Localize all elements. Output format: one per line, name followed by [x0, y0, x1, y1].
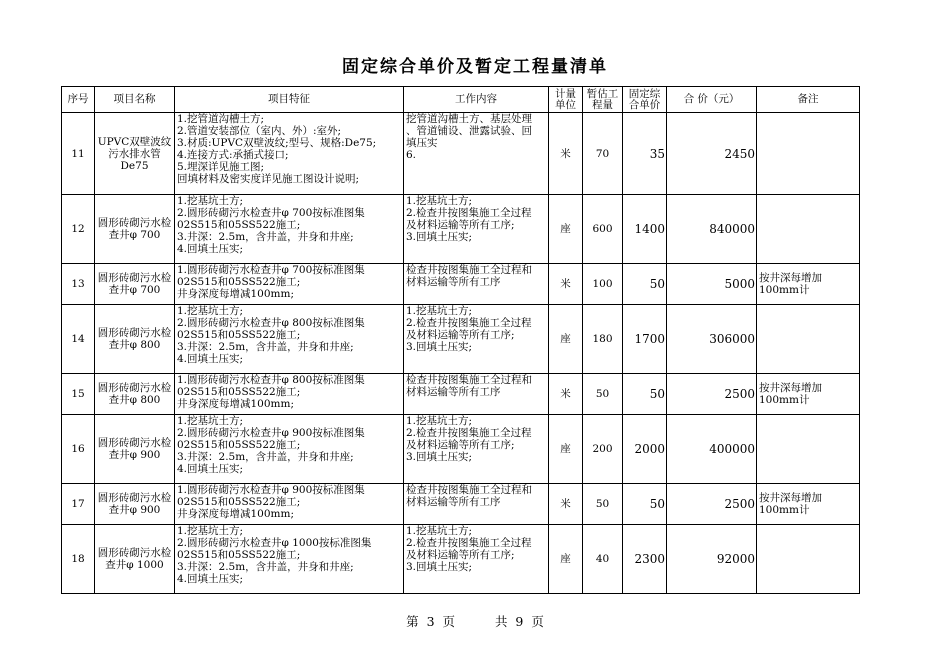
work-line: 2.检查井按图集施工全过程 [406, 537, 532, 549]
cell-feature [175, 305, 404, 374]
feature-line: 02S515和05SS522施工; [177, 329, 301, 341]
cell-unit: 米 [549, 374, 583, 415]
feature-line: 1.挖基坑土方; [177, 525, 244, 537]
work-line: 材料运输等所有工序 [406, 386, 501, 398]
cell-unit: 米 [549, 264, 583, 305]
cell-unit: 座 [549, 415, 583, 484]
cell-price: 2000 [623, 415, 667, 484]
work-line: 2.检查井按图集施工全过程 [406, 427, 532, 439]
cell-name: 圆形砖砌污水检查井φ 800 [95, 374, 175, 415]
work-line: 检查井按图集施工全过程和 [406, 484, 532, 496]
col-header-work: 工作内容 [404, 87, 549, 113]
feature-line: 02S515和05SS522施工; [177, 219, 301, 231]
cell-name: 圆形砖砌污水检查井φ 900 [95, 415, 175, 484]
cell-remark [757, 305, 860, 374]
work-line: 1.挖基坑土方; [406, 305, 473, 317]
cell-name: 圆形砖砌污水检查井φ 900 [95, 484, 175, 525]
cell-seq: 18 [62, 525, 95, 594]
cell-unit: 座 [549, 305, 583, 374]
col-header-seq: 序号 [62, 87, 95, 113]
cell-qty: 40 [583, 525, 623, 594]
cell-qty: 600 [583, 195, 623, 264]
cell-price: 50 [623, 264, 667, 305]
cell-name: 圆形砖砌污水检查井φ 1000 [95, 525, 175, 594]
cell-seq: 15 [62, 374, 95, 415]
cell-seq: 12 [62, 195, 95, 264]
work-line: 挖管道沟槽土方、基层处理 [406, 113, 532, 125]
cell-total: 306000 [667, 305, 757, 374]
feature-line: 3.井深：2.5m，含井盖，井身和井座; [177, 451, 354, 463]
cell-name: 圆形砖砌污水检查井φ 700 [95, 264, 175, 305]
cell-unit: 米 [549, 113, 583, 195]
feature-line: 4.回填土压实; [177, 463, 244, 475]
cell-total: 2450 [667, 113, 757, 195]
work-line: 、管道铺设、泄露试验、回 [406, 125, 532, 137]
cell-total: 2500 [667, 374, 757, 415]
cell-name: 圆形砖砌污水检查井φ 700 [95, 195, 175, 264]
col-header-unit: 计量单位 [549, 87, 583, 113]
table-row [62, 195, 860, 264]
cell-seq: 14 [62, 305, 95, 374]
table-row [62, 113, 860, 195]
cell-feature [175, 525, 404, 594]
cell-feature [175, 195, 404, 264]
cell-qty: 200 [583, 415, 623, 484]
bill-table [61, 86, 860, 594]
header-row [62, 87, 860, 113]
cell-feature [175, 374, 404, 415]
work-line: 1.挖基坑土方; [406, 525, 473, 537]
feature-line: 02S515和05SS522施工; [177, 439, 301, 451]
cell-work [404, 415, 549, 484]
feature-line: 4.回填土压实; [177, 243, 244, 255]
cell-qty: 50 [583, 374, 623, 415]
cell-qty: 100 [583, 264, 623, 305]
feature-line: 3.材质:UPVC双壁波纹;型号、规格:De75; [177, 137, 377, 149]
feature-line: 1.圆形砖砌污水检查井φ 800按标准图集 [177, 374, 365, 386]
cell-seq: 16 [62, 415, 95, 484]
cell-work [404, 113, 549, 195]
cell-unit: 座 [549, 525, 583, 594]
cell-remark: 按井深每增加100mm计 [757, 264, 860, 305]
feature-line: 1.圆形砖砌污水检查井φ 700按标准图集 [177, 264, 365, 276]
cell-seq: 17 [62, 484, 95, 525]
work-line: 6. [406, 149, 417, 161]
cell-work [404, 195, 549, 264]
feature-line: 2.圆形砖砌污水检查井φ 800按标准图集 [177, 317, 365, 329]
cell-total: 5000 [667, 264, 757, 305]
page-count: 共 9 页 [494, 614, 544, 629]
table-row [62, 415, 860, 484]
page-number: 第 3 页 [406, 614, 456, 629]
feature-line: 1.挖基坑土方; [177, 415, 244, 427]
feature-line: 3.井深：2.5m，含井盖，井身和井座; [177, 341, 354, 353]
feature-line: 4.回填土压实; [177, 353, 244, 365]
work-line: 2.检查井按图集施工全过程 [406, 207, 532, 219]
cell-name: 圆形砖砌污水检查井φ 800 [95, 305, 175, 374]
feature-line: 井身深度每增减100mm; [177, 288, 294, 300]
cell-seq: 11 [62, 113, 95, 195]
col-header-price: 固定综合单价 [623, 87, 667, 113]
table-row [62, 374, 860, 415]
col-header-remark: 备注 [757, 87, 860, 113]
feature-line: 02S515和05SS522施工; [177, 386, 301, 398]
table-row [62, 264, 860, 305]
work-line: 及材料运输等所有工序; [406, 329, 515, 341]
feature-line: 2.管道安装部位（室内、外）:室外; [177, 125, 342, 137]
cell-feature [175, 113, 404, 195]
page-title: 固定综合单价及暂定工程量清单 [342, 57, 608, 77]
work-line: 材料运输等所有工序 [406, 276, 501, 288]
cell-remark [757, 525, 860, 594]
work-line: 检查井按图集施工全过程和 [406, 374, 532, 386]
feature-line: 1.圆形砖砌污水检查井φ 900按标准图集 [177, 484, 365, 496]
cell-work [404, 264, 549, 305]
work-line: 3.回填土压实; [406, 561, 473, 573]
feature-line: 2.圆形砖砌污水检查井φ 700按标准图集 [177, 207, 365, 219]
cell-feature [175, 264, 404, 305]
col-header-qty: 暂估工程量 [583, 87, 623, 113]
cell-remark [757, 415, 860, 484]
feature-line: 02S515和05SS522施工; [177, 276, 301, 288]
cell-price: 1400 [623, 195, 667, 264]
cell-total: 400000 [667, 415, 757, 484]
cell-total: 92000 [667, 525, 757, 594]
work-line: 2.检查井按图集施工全过程 [406, 317, 532, 329]
cell-work [404, 525, 549, 594]
cell-unit: 座 [549, 195, 583, 264]
col-header-feature: 项目特征 [175, 87, 404, 113]
cell-remark: 按井深每增加100mm计 [757, 374, 860, 415]
cell-qty: 70 [583, 113, 623, 195]
work-line: 及材料运输等所有工序; [406, 219, 515, 231]
cell-price: 1700 [623, 305, 667, 374]
feature-line: 井身深度每增减100mm; [177, 508, 294, 520]
cell-qty: 50 [583, 484, 623, 525]
feature-line: 1.挖管道沟槽土方; [177, 113, 265, 125]
cell-feature [175, 415, 404, 484]
cell-seq: 13 [62, 264, 95, 305]
feature-line: 井身深度每增减100mm; [177, 398, 294, 410]
feature-line: 3.井深：2.5m，含井盖，井身和井座; [177, 231, 354, 243]
cell-remark [757, 195, 860, 264]
table-row [62, 525, 860, 594]
cell-price: 2300 [623, 525, 667, 594]
cell-remark [757, 113, 860, 195]
feature-line: 02S515和05SS522施工; [177, 496, 301, 508]
feature-line: 1.挖基坑土方; [177, 305, 244, 317]
table-row [62, 305, 860, 374]
cell-unit: 米 [549, 484, 583, 525]
feature-line: 2.圆形砖砌污水检查井φ 900按标准图集 [177, 427, 365, 439]
cell-qty: 180 [583, 305, 623, 374]
work-line: 3.回填土压实; [406, 451, 473, 463]
work-line: 及材料运输等所有工序; [406, 549, 515, 561]
feature-line: 3.井深：2.5m，含井盖，井身和井座; [177, 561, 354, 573]
cell-total: 2500 [667, 484, 757, 525]
col-header-total: 合 价（元） [667, 87, 757, 113]
work-line: 材料运输等所有工序 [406, 496, 501, 508]
feature-line: 4.连接方式:承插式接口; [177, 149, 289, 161]
feature-line: 02S515和05SS522施工; [177, 549, 301, 561]
cell-name: UPVC双壁波纹污水排水管De75 [95, 113, 175, 195]
work-line: 填压实 [406, 137, 438, 149]
cell-feature [175, 484, 404, 525]
feature-line: 2.圆形砖砌污水检查井φ 1000按标准图集 [177, 537, 372, 549]
cell-price: 50 [623, 374, 667, 415]
cell-work [404, 305, 549, 374]
feature-line: 回填材料及密实度详见施工图设计说明; [177, 173, 360, 185]
cell-remark: 按井深每增加100mm计 [757, 484, 860, 525]
col-header-name: 项目名称 [95, 87, 175, 113]
work-line: 检查井按图集施工全过程和 [406, 264, 532, 276]
work-line: 3.回填土压实; [406, 231, 473, 243]
cell-work [404, 484, 549, 525]
feature-line: 5.埋深详见施工图; [177, 161, 265, 173]
page-footer [0, 612, 950, 630]
cell-total: 840000 [667, 195, 757, 264]
work-line: 1.挖基坑土方; [406, 195, 473, 207]
cell-price: 50 [623, 484, 667, 525]
work-line: 3.回填土压实; [406, 341, 473, 353]
work-line: 1.挖基坑土方; [406, 415, 473, 427]
cell-price: 35 [623, 113, 667, 195]
feature-line: 1.挖基坑土方; [177, 195, 244, 207]
table-row [62, 484, 860, 525]
cell-work [404, 374, 549, 415]
work-line: 及材料运输等所有工序; [406, 439, 515, 451]
feature-line: 4.回填土压实; [177, 573, 244, 585]
